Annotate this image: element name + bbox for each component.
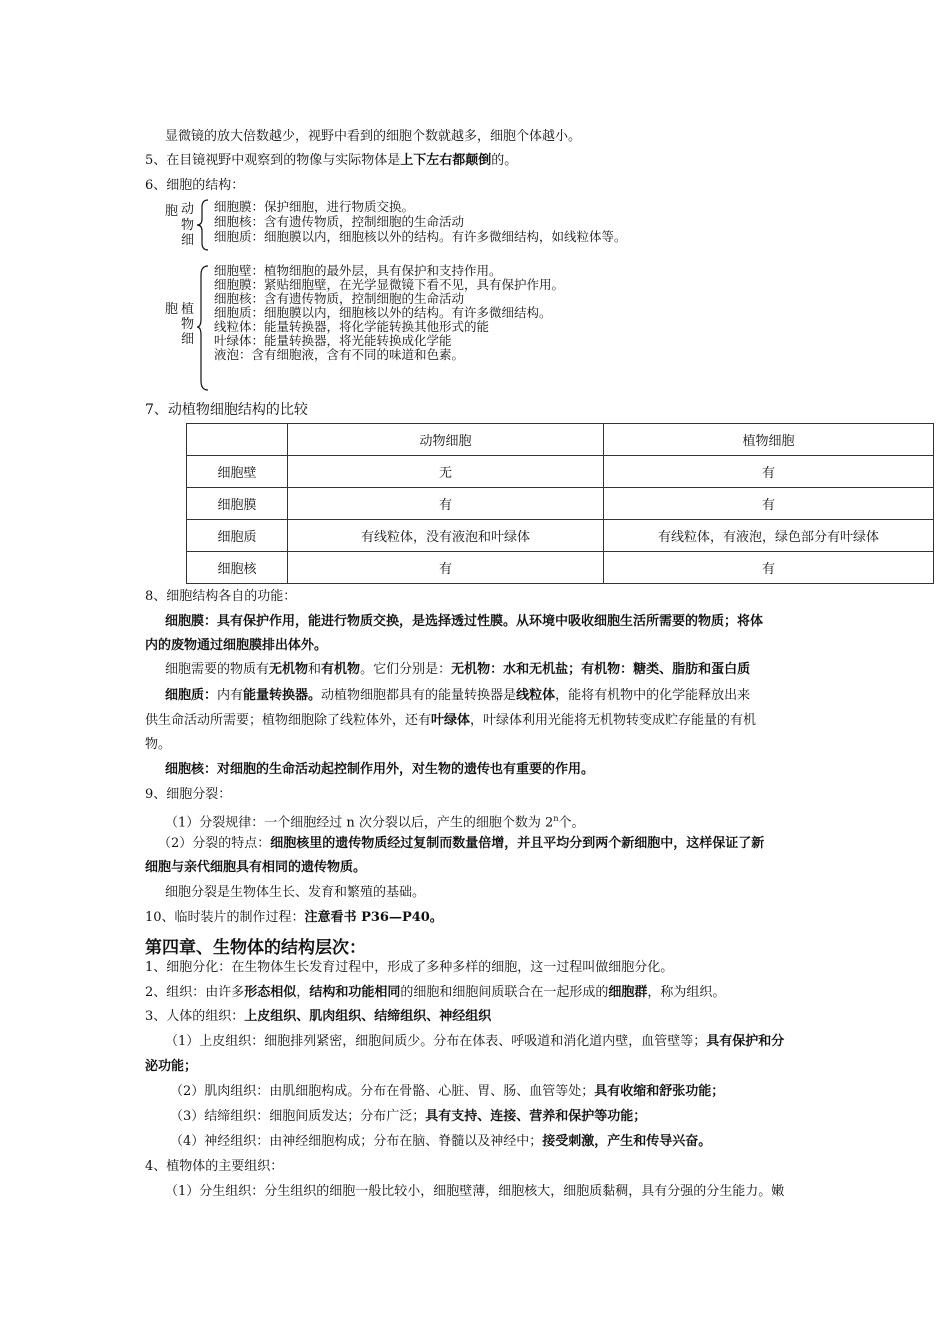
text-line (170, 1133, 711, 1151)
table-cell: 细胞质 (187, 520, 288, 552)
bold-span: 无机物：水和无机盐；有机物：糖类、脂肪和蛋白质 (451, 662, 751, 677)
text-span: 个。 (558, 815, 585, 831)
bold-span: 具有保护和分 (706, 1034, 785, 1049)
text-line: 细胞与亲代细胞具有相同的遗传物质。 (145, 860, 367, 875)
bold-span: 上皮组织、肌肉组织、结缔组织、神经组织 (244, 1009, 492, 1024)
table-header-row (187, 424, 934, 456)
text-span: 供生命活动所需要；植物细胞除了线粒体外，还有 (145, 713, 432, 728)
table-cell: 有 (604, 488, 934, 520)
table-row (187, 552, 934, 584)
text-line (165, 687, 750, 705)
plant-cell-item: 细胞质：细胞膜以内，细胞核以外的结构。有许多微细结构。 (214, 305, 552, 320)
bold-span: 细胞群 (608, 985, 648, 1000)
bold-span: 能量转换器。 (243, 688, 322, 703)
text-span: 的。 (491, 153, 518, 168)
table-header-cell: 动物细胞 (288, 424, 604, 456)
table-row (187, 520, 934, 552)
plant-cell-item: 细胞核：含有遗传物质，控制细胞的生命活动 (214, 291, 465, 306)
table-header-cell: 植物细胞 (604, 424, 934, 456)
table-cell: 细胞膜 (187, 488, 288, 520)
bold-span: 形态相似 (244, 985, 297, 1000)
curly-brace-icon (195, 265, 211, 391)
bold-span: 具有支持、连接、营养和保护等功能； (425, 1109, 647, 1124)
text-span: 细胞需要的物质有 (165, 662, 270, 677)
vertical-label-char: 物 (181, 317, 195, 332)
text-span: ，叶绿体利用光能将无机物转变成贮存能量的有机 (470, 713, 757, 728)
text-span: 。它们分别是： (360, 662, 452, 677)
text-line: 物。 (145, 737, 172, 752)
text-span: （3）结缔组织：细胞间质发达；分布广泛； (170, 1109, 426, 1124)
curly-brace-icon (195, 199, 211, 251)
text-line (145, 152, 517, 170)
bold-span: 有机物 (321, 662, 361, 677)
text-line (145, 1008, 491, 1026)
table-cell: 有 (604, 456, 934, 488)
text-line: 4、植物体的主要组织： (145, 1159, 284, 1174)
plant-cell-item: 液泡：含有细胞液，含有不同的味道和色素。 (214, 347, 465, 362)
text-span: （1）上皮组织：细胞排列紧密，细胞间质少。分布在体表、呼吸道和消化道内壁，血管壁等； (165, 1034, 707, 1049)
section-title: 7、动植物细胞结构的比较 (145, 402, 308, 418)
text-span: （1）分裂规律：一个细胞经过 n 次分裂以后，产生的细胞个数为 2 (165, 815, 554, 831)
text-line: 内的废物通过细胞膜排出体外。 (145, 638, 328, 653)
section-title: 9、细胞分裂： (145, 787, 232, 802)
vertical-label-char: 胞 (165, 302, 179, 317)
text-span: 内有 (217, 688, 244, 703)
bold-span: 上下左右都颠倒 (400, 153, 492, 168)
table-row (187, 456, 934, 488)
text-line: 显微镜的放大倍数越少，视野中看到的细胞个数就越多，细胞个体越小。 (165, 129, 582, 144)
table-cell: 细胞核 (187, 552, 288, 584)
plant-cell-item: 线粒体：能量转换器，将化学能转换其他形式的能 (214, 319, 490, 334)
vertical-label-char: 物 (181, 218, 195, 233)
table-cell: 有 (604, 552, 934, 584)
text-span: （2）肌肉组织：由肌细胞构成。分布在骨骼、心脏、胃、肠、血管等处； (170, 1084, 595, 1099)
bold-span: 注意看书 P36—P40。 (304, 910, 443, 925)
text-line (165, 810, 584, 832)
table-cell: 有 (288, 488, 604, 520)
bold-span: 具有收缩和舒张功能； (594, 1084, 725, 1099)
table-cell: 无 (288, 456, 604, 488)
table-cell: 有 (288, 552, 604, 584)
superscript: n (553, 814, 559, 823)
text-line: （1）分生组织：分生组织的细胞一般比较小，细胞壁薄，细胞核大，细胞质黏稠，具有分强的分生能力。嫩 (165, 1184, 785, 1199)
section-title: 8、细胞结构各自的功能： (145, 589, 297, 604)
text-line: 1、细胞分化：在生物体生长发育过程中，形成了多种多样的细胞，这一过程叫做细胞分化。 (145, 960, 674, 975)
text-line (145, 712, 756, 730)
bold-span: 细胞核里的遗传物质经过复制而数量倍增，并且平均分到两个新细胞中，这样保证了新 (270, 836, 765, 851)
text-line: 泌功能； (145, 1059, 198, 1074)
table-row (187, 488, 934, 520)
bold-span: 接受刺激，产生和传导兴奋。 (542, 1134, 712, 1149)
text-line: 细胞核：对细胞的生命活动起控制作用外，对生物的遗传也有重要的作用。 (165, 762, 595, 777)
vertical-label-char: 细 (181, 233, 195, 248)
text-line: 细胞膜：具有保护作用，能进行物质交换，是选择透过性膜。从环境中吸收细胞生活所需要的物质；将体 (165, 614, 764, 629)
text-line (170, 1108, 646, 1126)
text-line (165, 661, 750, 679)
bold-span: 无机物 (269, 662, 309, 677)
text-line: 细胞分裂是生物体生长、发育和繁殖的基础。 (165, 885, 426, 900)
animal-cell-item: 细胞核：含有遗传物质，控制细胞的生命活动 (214, 214, 465, 229)
vertical-label-char: 细 (181, 332, 195, 347)
bold-span: 叶绿体 (431, 713, 471, 728)
text-line (145, 909, 443, 927)
animal-cell-item: 细胞膜：保护细胞，进行物质交换。 (214, 199, 415, 214)
vertical-label-char: 动 (181, 202, 195, 217)
text-span: 和 (308, 662, 322, 677)
section-title: 6、细胞的结构： (145, 178, 245, 193)
text-span: ，称为组织。 (647, 985, 726, 1000)
text-span: 5、在目镜视野中观察到的物像与实际物体是 (145, 153, 401, 168)
text-line (170, 1083, 724, 1101)
text-line (158, 835, 764, 853)
comparison-table (186, 423, 934, 584)
table-cell: 有线粒体，有液泡，绿色部分有叶绿体 (604, 520, 934, 552)
bold-span: 线粒体 (516, 688, 556, 703)
plant-cell-item: 细胞膜：紧贴细胞壁，在光学显微镜下看不见，具有保护作用。 (214, 277, 565, 292)
text-span: 3、人体的组织： (145, 1009, 245, 1024)
text-span: （4）神经组织：由神经细胞构成；分布在脑、脊髓以及神经中； (170, 1134, 543, 1149)
text-line (145, 984, 725, 1002)
chapter-title: 第四章、生物体的结构层次： (145, 938, 366, 958)
animal-cell-item: 细胞质：细胞膜以内，细胞核以外的结构。有许多微细结构，如线粒体等。 (214, 229, 627, 244)
table-cell: 细胞壁 (187, 456, 288, 488)
plant-cell-item: 细胞壁：植物细胞的最外层，具有保护和支持作用。 (214, 263, 502, 278)
text-span: 的细胞和细胞间质联合在一起形成的 (400, 985, 609, 1000)
text-span: （2）分裂的特点： (158, 836, 271, 851)
table-header-cell (187, 424, 288, 456)
text-span: 动植物细胞都具有的能量转换器是 (321, 688, 517, 703)
vertical-label-char: 胞 (165, 204, 179, 219)
text-span: 2、组织：由许多 (145, 985, 245, 1000)
text-span: ， (296, 985, 310, 1000)
bold-span: 结构和功能相同 (309, 985, 401, 1000)
bold-span: 细胞质： (165, 688, 218, 703)
plant-cell-item: 叶绿体：能量转换器，将光能转换成化学能 (214, 333, 452, 348)
text-span: 10、临时装片的制作过程： (145, 910, 305, 925)
text-line (165, 1033, 784, 1051)
vertical-label-char: 植 (181, 302, 195, 317)
text-span: ，能将有机物中的化学能释放出来 (555, 688, 751, 703)
table-cell: 有线粒体，没有液泡和叶绿体 (288, 520, 604, 552)
